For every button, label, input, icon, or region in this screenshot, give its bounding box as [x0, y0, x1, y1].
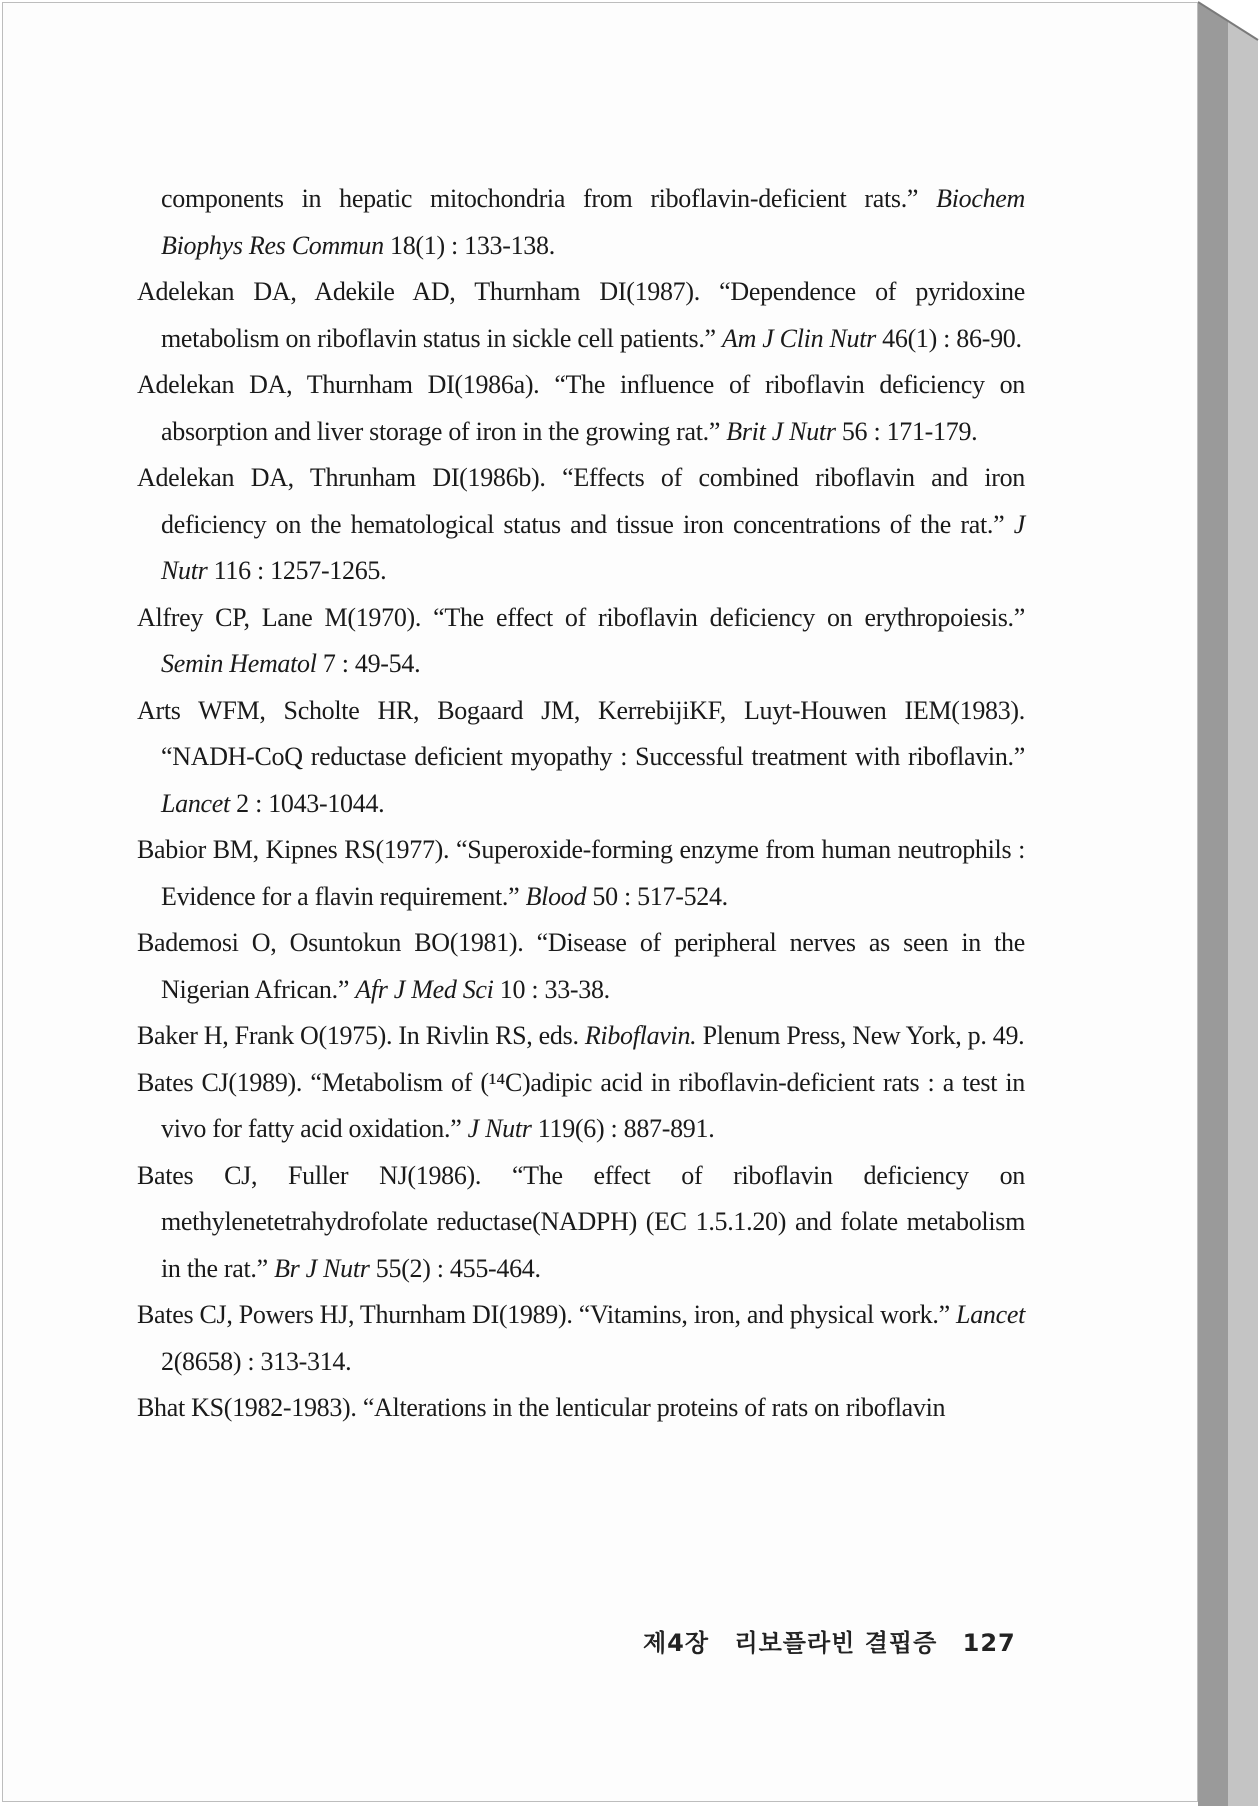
- reference-list: [137, 176, 1025, 1432]
- page-number: 127: [962, 1629, 1016, 1657]
- footer-title: 리보플라빈 결핍증: [734, 1629, 938, 1657]
- reference-entry: components in hepatic mitochondria from riboflavin-deficient rats.” Biochem Biophys Res Commun 18(1) : 133-138.: [161, 184, 1025, 260]
- reference-entry: Arts WFM, Scholte HR, Bogaard JM, KerrebijiKF, Luyt-Houwen IEM(1983). “NADH-CoQ reductase deficient myopathy : Successful treatment with riboflavin.” Lancet 2 : 1043-1044.: [137, 695, 1025, 818]
- reference-entry: Bates CJ, Fuller NJ(1986). “The effect of riboflavin deficiency on methylenetetrahydrofolate reductase(NADPH) (EC 1.5.1.20) and folate metabolism in the rat.” Br J Nutr 55(2) : 455-464.: [137, 1160, 1025, 1283]
- reference-entry: Bademosi O, Osuntokun BO(1981). “Disease of peripheral nerves as seen in the Nigerian African.” Afr J Med Sci 10 : 33-38.: [137, 928, 1025, 1004]
- reference-entry: Babior BM, Kipnes RS(1977). “Superoxide-forming enzyme from human neutrophils : Evidence for a flavin requirement.” Blood 50 : 517-524.: [137, 835, 1025, 911]
- reference-entry: Adelekan DA, Adekile AD, Thurnham DI(1987). “Dependence of pyridoxine metabolism on riboflavin status in sickle cell patients.” Am J Clin Nutr 46(1) : 86-90.: [137, 277, 1025, 353]
- reference-entry: Bhat KS(1982-1983). “Alterations in the lenticular proteins of rats on riboflavin: [137, 1393, 946, 1422]
- reference-entry: Adelekan DA, Thrunham DI(1986b). “Effects of combined riboflavin and iron deficiency on the hematological status and tissue iron concentrations of the rat.” J Nutr 116 : 1257-1265.: [137, 463, 1025, 585]
- reference-entry: Baker H, Frank O(1975). In Rivlin RS, eds. Riboflavin. Plenum Press, New York, p. 49.: [137, 1021, 1025, 1050]
- page-edge-side: [1228, 22, 1258, 1806]
- page-stack-edge: [1198, 0, 1260, 1806]
- book-page: [2, 2, 1198, 1802]
- reference-entry: Adelekan DA, Thurnham DI(1986a). “The influence of riboflavin deficiency on absorption and liver storage of iron in the growing rat.” Brit J Nutr 56 : 171-179.: [137, 370, 1025, 446]
- page-edge-shadow: [1198, 2, 1228, 1806]
- footer-chapter: 제4장: [643, 1629, 710, 1657]
- page-footer: [643, 1623, 1032, 1658]
- reference-entry: Alfrey CP, Lane M(1970). “The effect of riboflavin deficiency on erythropoiesis.” Semin Hematol 7 : 49-54.: [137, 602, 1025, 678]
- reference-entry: Bates CJ, Powers HJ, Thurnham DI(1989). “Vitamins, iron, and physical work.” Lancet 2(8658) : 313-314.: [137, 1300, 1025, 1376]
- reference-entry: Bates CJ(1989). “Metabolism of (¹⁴C)adipic acid in riboflavin-deficient rats : a test in vivo for fatty acid oxidation.” J Nutr 119(6) : 887-891.: [137, 1067, 1025, 1143]
